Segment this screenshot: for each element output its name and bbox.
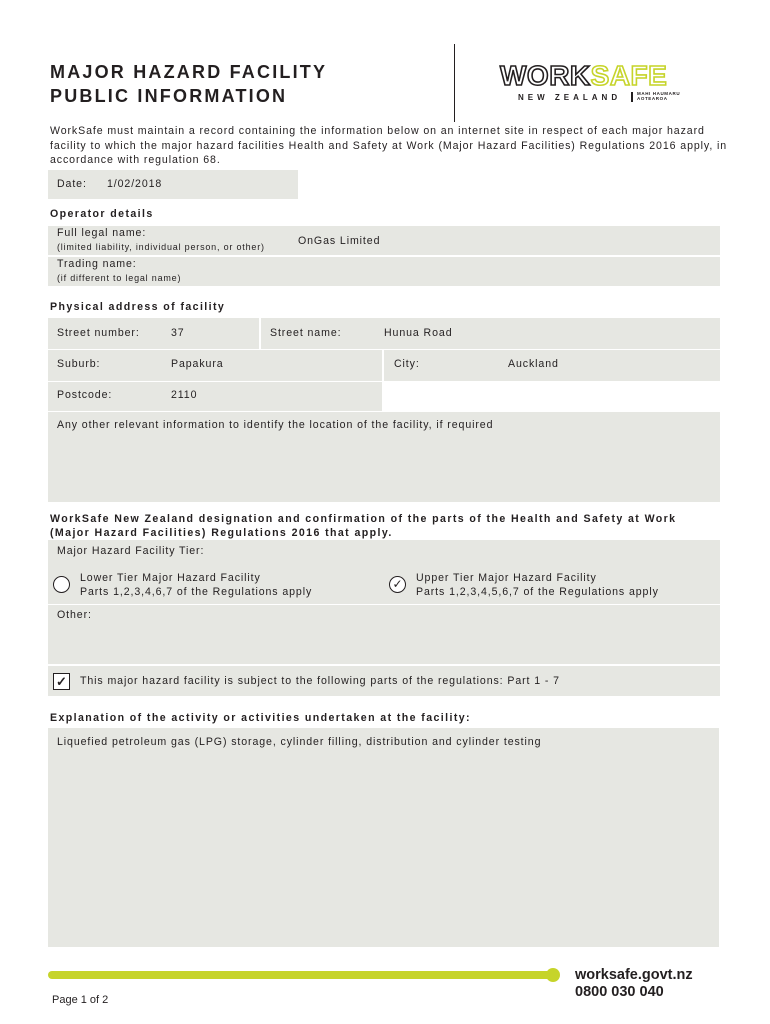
activity-value: Liquefied petroleum gas (LPG) storage, cylinder filling, distribution and cylinder testing bbox=[57, 736, 542, 748]
worksafe-logo bbox=[500, 62, 720, 102]
other-label: Other: bbox=[57, 609, 92, 621]
date-value: 1/02/2018 bbox=[107, 178, 163, 190]
street-name-value[interactable]: Hunua Road bbox=[384, 327, 453, 339]
full-legal-name-label: Full legal name: bbox=[57, 227, 147, 239]
suburb-value[interactable]: Papakura bbox=[171, 358, 224, 370]
upper-tier-radio[interactable] bbox=[389, 576, 406, 593]
page-number: Page 1 of 2 bbox=[52, 994, 109, 1006]
subject-check-icon: ✓ bbox=[56, 674, 67, 689]
logo-new-zealand: NEW ZEALAND bbox=[518, 93, 622, 102]
operator-heading: Operator details bbox=[50, 208, 154, 220]
street-number-value[interactable]: 37 bbox=[171, 327, 185, 339]
suburb-row bbox=[48, 350, 720, 381]
suburb-label: Suburb: bbox=[57, 358, 101, 370]
location-info-label: Any other relevant information to identify the location of the facility, if required bbox=[57, 419, 494, 431]
postcode-label: Postcode: bbox=[57, 389, 113, 401]
designation-heading-line-1: WorkSafe New Zealand designation and confirmation of the parts of the Health and Safety at Work bbox=[50, 513, 677, 525]
title-line-1: MAJOR HAZARD FACILITY bbox=[50, 62, 328, 82]
tier-label: Major Hazard Facility Tier: bbox=[57, 545, 205, 557]
footer-green-dot bbox=[546, 968, 560, 982]
street-name-label: Street name: bbox=[270, 327, 342, 339]
logo-separator bbox=[631, 92, 633, 102]
suburb-divider bbox=[382, 350, 384, 381]
logo-maori-text bbox=[637, 91, 680, 101]
designation-heading-line-2: (Major Hazard Facilities) Regulations 2016 that apply. bbox=[50, 527, 393, 539]
subject-checkbox[interactable] bbox=[53, 673, 70, 690]
subject-text: This major hazard facility is subject to the following parts of the regulations: Part 1 - 7 bbox=[80, 675, 560, 687]
footer-phone: 0800 030 040 bbox=[575, 984, 664, 1000]
logo-maori-line-2: AOTEAROA bbox=[637, 96, 668, 101]
designation-heading bbox=[50, 512, 676, 540]
city-label: City: bbox=[394, 358, 420, 370]
full-legal-name-value: OnGas Limited bbox=[298, 235, 381, 247]
footer-green-bar bbox=[48, 971, 551, 979]
lower-tier-parts: Parts 1,2,3,4,6,7 of the Regulations apply bbox=[80, 586, 313, 598]
header-divider bbox=[454, 44, 455, 122]
footer-website-link[interactable]: worksafe.govt.nz bbox=[575, 967, 693, 983]
activity-heading: Explanation of the activity or activities undertaken at the facility: bbox=[50, 712, 471, 724]
address-heading: Physical address of facility bbox=[50, 301, 226, 313]
full-legal-name-hint: (limited liability, individual person, or other) bbox=[57, 242, 265, 252]
lower-tier-radio[interactable] bbox=[53, 576, 70, 593]
city-value[interactable]: Auckland bbox=[508, 358, 559, 370]
lower-tier-label: Lower Tier Major Hazard Facility bbox=[80, 572, 261, 584]
upper-tier-check-icon: ✓ bbox=[392, 577, 403, 591]
logo-work-text: WORK bbox=[500, 60, 591, 91]
date-label: Date: bbox=[57, 178, 87, 190]
activity-field[interactable] bbox=[48, 728, 719, 947]
upper-tier-label: Upper Tier Major Hazard Facility bbox=[416, 572, 597, 584]
street-divider bbox=[259, 318, 261, 349]
intro-paragraph: WorkSafe must maintain a record containing the information below on an internet site in respect of each major hazard facility to which the major hazard facilities Health and Safety at Work (Major Hazard Facilities) Regulations 2016 apply, in accordance with regulation 68. bbox=[50, 125, 728, 166]
upper-tier-parts: Parts 1,2,3,4,5,6,7 of the Regulations apply bbox=[416, 586, 659, 598]
trading-name-label: Trading name: bbox=[57, 258, 137, 270]
logo-safe-text: SAFE bbox=[590, 60, 668, 91]
page-title bbox=[50, 60, 327, 108]
trading-name-hint: (if different to legal name) bbox=[57, 273, 182, 283]
postcode-value: 2110 bbox=[171, 389, 198, 401]
title-line-2: PUBLIC INFORMATION bbox=[50, 86, 288, 106]
street-number-label: Street number: bbox=[57, 327, 140, 339]
other-field[interactable] bbox=[48, 605, 720, 664]
logo-maori-line-1: MAHI HAUMARU bbox=[637, 91, 681, 96]
